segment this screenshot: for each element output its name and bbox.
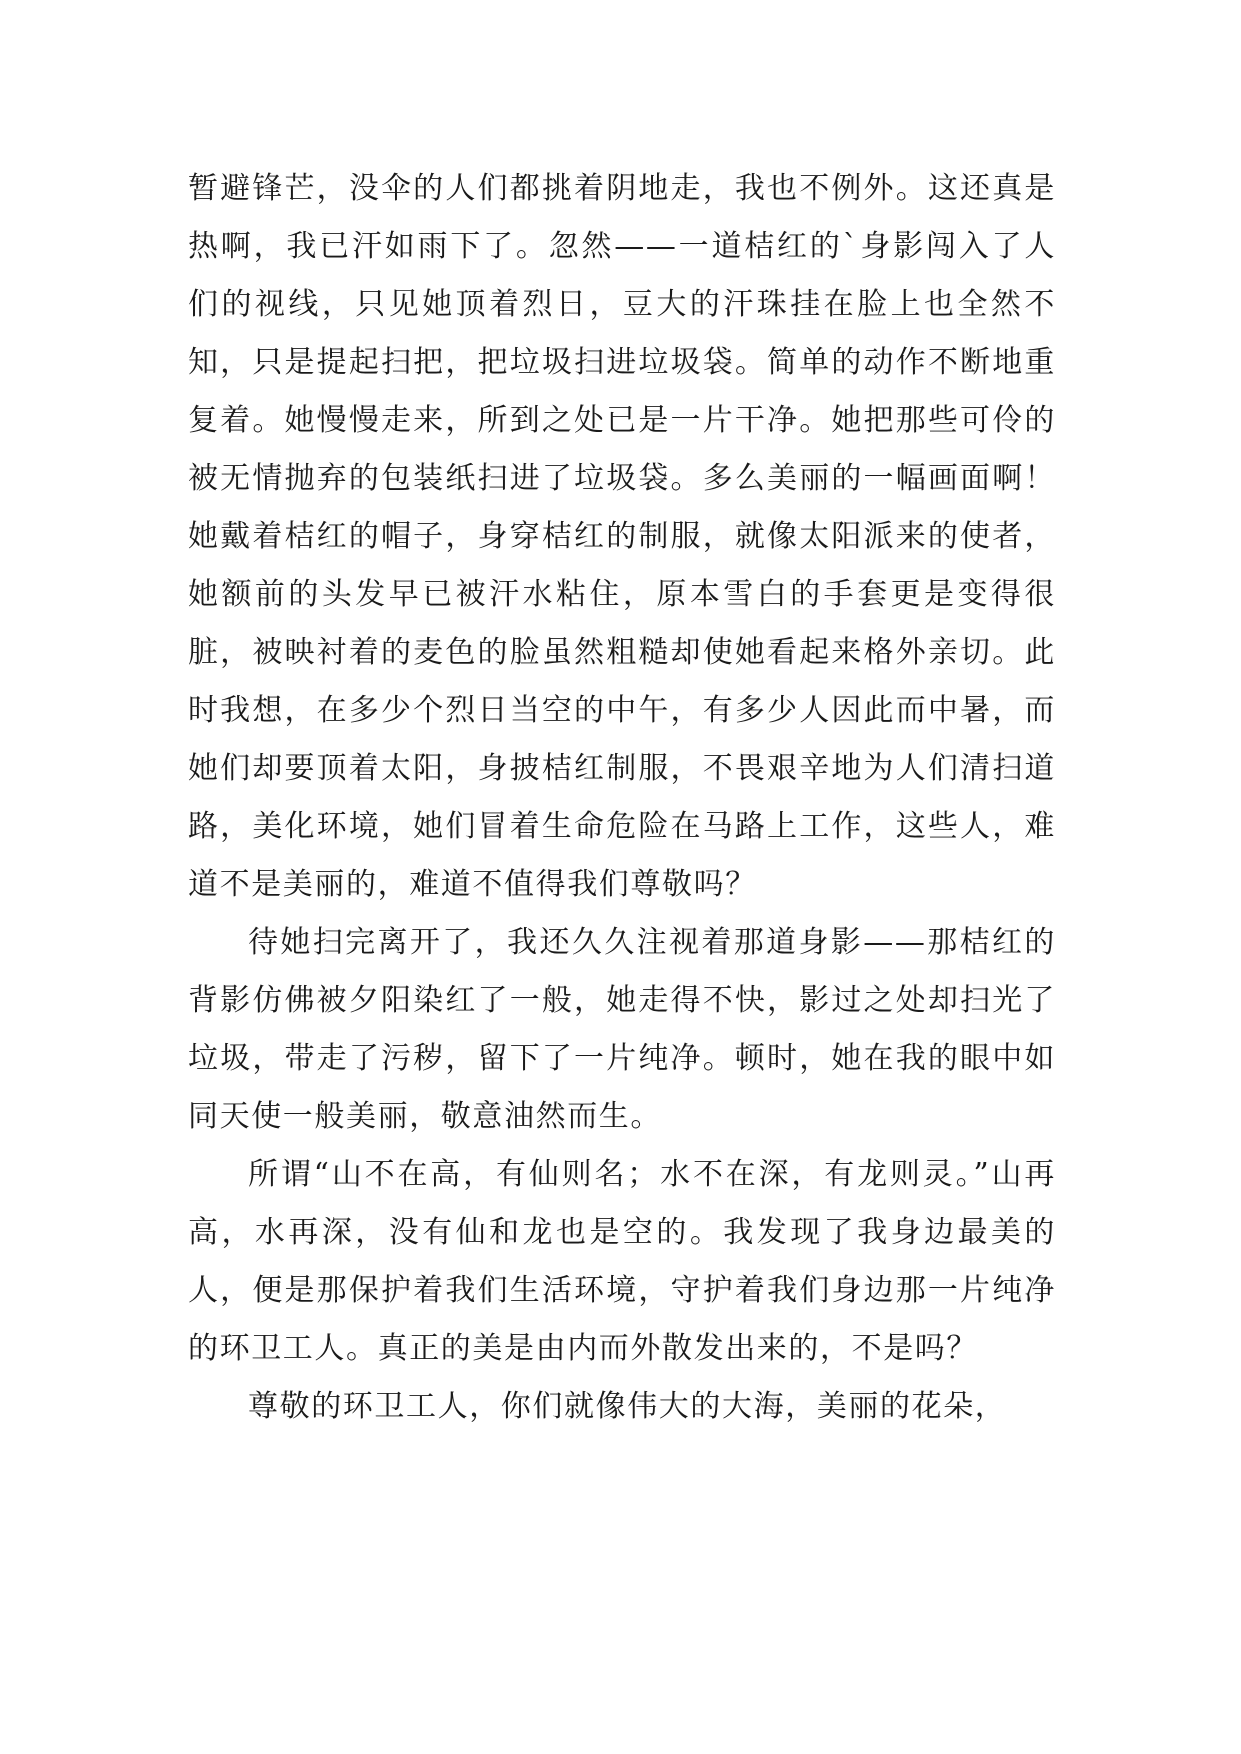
paragraph-4: 尊敬的环卫工人，你们就像伟大的大海，美丽的花朵，: [248, 1389, 1007, 1424]
paragraph-3: 所谓“山不在高，有仙则名；水不在深，有龙则灵。”山再高，水再深，没有仙和龙也是空的。我发现了我身边最美的人，便是那保护着我们生活环境，守护着我们身边那一片纯净的环卫工人。真正的美是由内而外散发出来的，不是吗？: [188, 1157, 1056, 1366]
paragraph-2: 待她扫完离开了，我还久久注视着那道身影——那桔红的背影仿佛被夕阳染红了一般，她走得不快，影过之处却扫光了垃圾，带走了污秽，留下了一片纯净。顿时，她在我的眼中如同天使一般美丽，敬意油然而生。: [188, 925, 1056, 1134]
document-body: [188, 160, 1056, 1436]
paragraph-1: 暂避锋芒，没伞的人们都挑着阴地走，我也不例外。这还真是热啊，我已汗如雨下了。忽然——一道桔红的`身影闯入了人们的视线，只见她顶着烈日，豆大的汗珠挂在脸上也全然不知，只是提起扫把，把垃圾扫进垃圾袋。简单的动作不断地重复着。她慢慢走来，所到之处已是一片干净。她把那些可伶的被无情抛弃的包装纸扫进了垃圾袋。多么美丽的一幅画面啊！她戴着桔红的帽子，身穿桔红的制服，就像太阳派来的使者，她额前的头发早已被汗水粘住，原本雪白的手套更是变得很脏，被映衬着的麦色的脸虽然粗糙却使她看起来格外亲切。此时我想，在多少个烈日当空的中午，有多少人因此而中暑，而她们却要顶着太阳，身披桔红制服，不畏艰辛地为人们清扫道路，美化环境，她们冒着生命危险在马路上工作，这些人，难道不是美丽的，难道不值得我们尊敬吗？: [188, 171, 1056, 902]
